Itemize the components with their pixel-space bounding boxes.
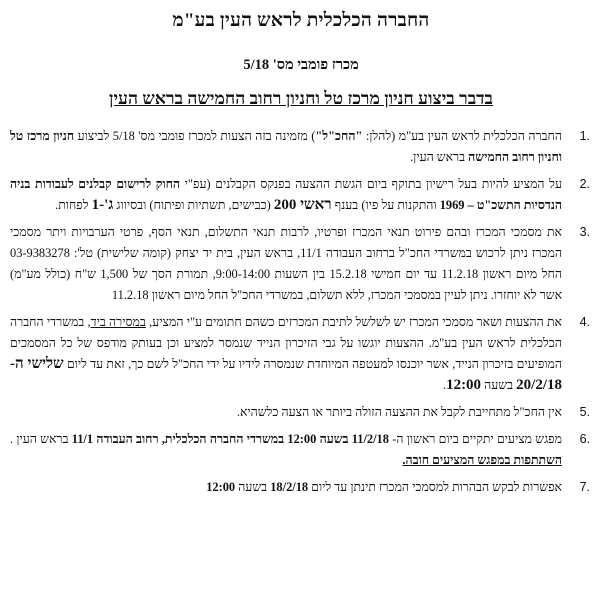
item-text: . <box>442 378 447 392</box>
tender-subject: בדבר ביצוע חניון מרכז טל וחניון רחוב החמישה בראש העין <box>109 88 493 108</box>
item-text: על המציע להיות בעל רישיון בתוקף ביום הגשת ההצעה בפנקס הקבלנים (עפ"י <box>180 177 562 191</box>
item-number: 1. <box>579 129 590 143</box>
list-item-1 <box>10 126 590 168</box>
item-text: החברה הכלכלית לראש העין בע"מ (להלן: <box>362 129 562 143</box>
list-item-2 <box>10 174 590 216</box>
item-text: "החכ"ל" <box>315 129 363 143</box>
item-number: 4. <box>579 315 590 329</box>
item-number: 6. <box>579 432 590 446</box>
list-item-3 <box>10 222 590 306</box>
items-list <box>10 126 590 504</box>
item-text: 18/2/18 <box>270 480 309 494</box>
list-item-4 <box>10 312 590 396</box>
item-text: לפחות. <box>55 198 92 212</box>
item-text: והתקנות על פיו) בענף <box>331 198 440 212</box>
item-text: 11/2/18 בשעה 12:00 במשרדי החברה הכלכלית, רחוב העבודה 11/1 <box>71 432 389 446</box>
item-text: 12:00 <box>206 480 236 494</box>
item-text: אין החכ"ל מתחייבת לקבל את ההצעה הזולה ביותר או הצעה כלשהיא. <box>236 405 562 419</box>
item-text: במסירה ביד <box>90 315 146 329</box>
item-text: חניון מרכז טל וחניון רחוב החמישה <box>10 129 562 164</box>
list-item-7 <box>10 477 590 498</box>
item-text: , במשרדי החברה הכלכלית לראש העין בע"מ. ההצעות יוגשו על גבי הזיכרון הנייד שנמסר למציע וכן בעותק מודפס של כל המסמכים המופיעים בזיכרון הנייד, אשר יוכנסו למעטפה המיוחדת שנמסרה לידיו על ידי החכ"ל לשם כך, זאת עד ליום <box>10 315 563 371</box>
item-text: בשעה <box>235 480 271 494</box>
tender-number: מכרז פומבי מס' 5/18 <box>243 57 359 73</box>
item-text: בראש העין. <box>410 150 469 164</box>
list-item-5 <box>10 402 590 423</box>
item-number: 2. <box>579 177 590 191</box>
item-text: ג'-1 <box>91 197 114 213</box>
item-text: שלישי ה- 20/2/18 <box>10 356 562 393</box>
item-number: 3. <box>579 225 590 239</box>
item-text: בראש העין . <box>10 432 72 446</box>
item-text: את מסמכי המכרז ובהם פירוט תנאי המכרז ופרטיו, לרבות תנאי התשלום, תנאי הסף, פרטי הערבויות ויתר מסמכי המכרז ניתן לרכוש במשרדי החכ"ל ברחוב העבודה 11/1, בראש העין, בית יד יצחק (קומה שלישית) טל': 03-9383278 החל מיום ראשון 11.2.18 עד יום חמישי 15.2.18 בין השעות 9:00-14:00, תמורת הסך של 1,500 ש"ח (כולל מע"מ) אשר לא יוחזרו. ניתן לעיין במסמכי המכרז, ללא תשלום, במשרדי החכ"ל החל מיום ראשון 11.2.18 <box>10 225 563 302</box>
item-text: ראשי 200 <box>273 197 332 213</box>
item-text: השתתפות במפגש המציעים חובה. <box>402 453 562 467</box>
item-text: 12:00 <box>446 377 482 393</box>
list-item-6 <box>10 429 590 471</box>
item-number: 7. <box>579 480 590 494</box>
item-text: ) מזמינה בזה הצעות למכרז פומבי מס' 5/18 לביצוע <box>74 129 316 143</box>
item-text: אפשרות לבקש הבהרות למסמכי המכרז תינתן עד ליום <box>308 480 562 494</box>
item-text: החוק לרישום קבלנים לעבודות בניה הנדסיות התשכ"ט – 1969 <box>10 177 562 212</box>
company-title: החברה הכלכלית לראש העין בע"מ <box>172 10 430 31</box>
item-text: בשעה <box>481 378 517 392</box>
item-number: 5. <box>579 405 590 419</box>
item-text: (כבישים, תשתיות ופיתוח) ובסיווג <box>113 198 274 212</box>
item-text: מפגש מציעים יתקיים ביום ראשון ה- <box>388 432 562 446</box>
item-text: את ההצעות ושאר מסמכי המכרז יש לשלשל לתיבת המכרזים כשהם חתומים ע"י המציע, <box>145 315 562 329</box>
